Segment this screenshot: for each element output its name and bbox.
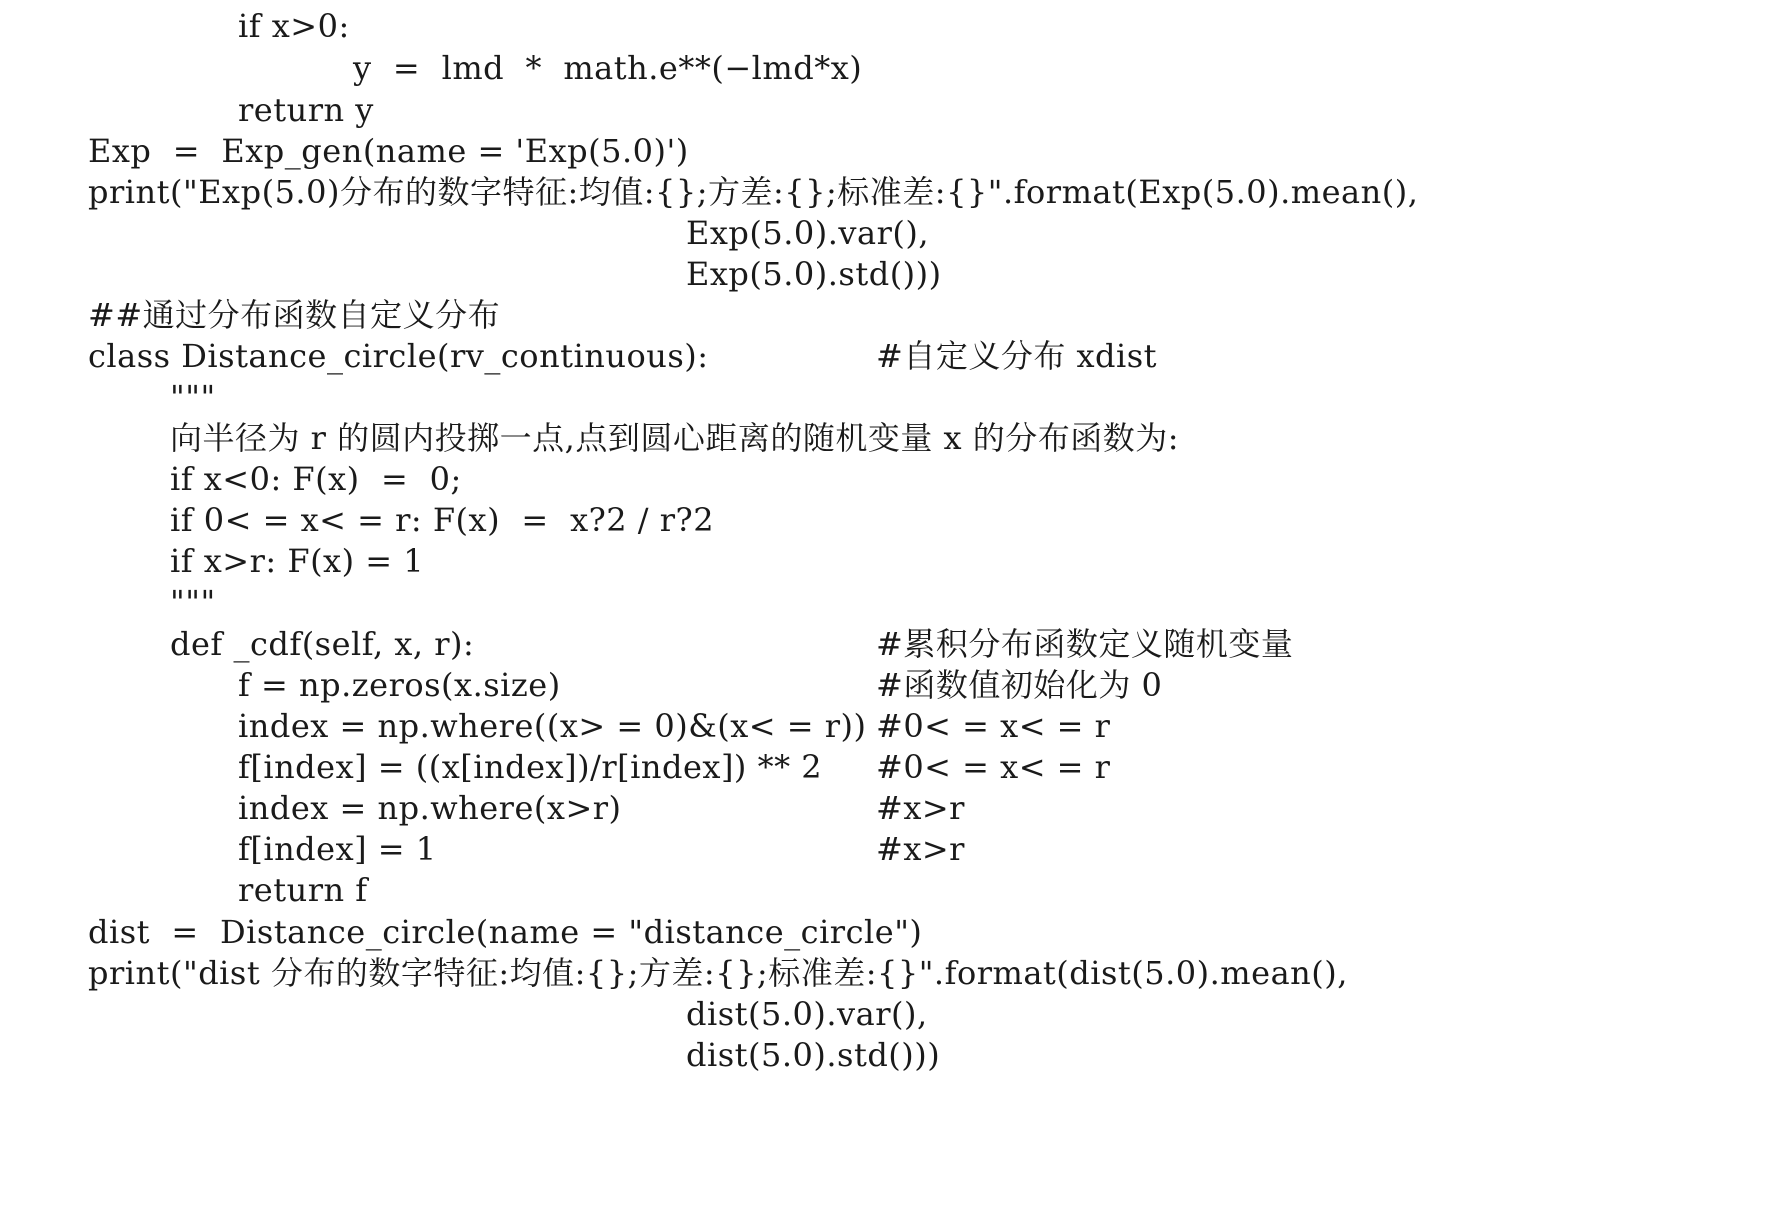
code-line: Exp(5.0).std())) [686,255,942,293]
code-comment: #累积分布函数定义随机变量 [876,625,1294,663]
code-line: dist(5.0).var(), [686,995,928,1033]
code-line: if 0< = x< = r: F(x) = x?2 / r?2 [170,501,715,539]
code-line: if x<0: F(x) = 0; [170,460,462,498]
code-comment: #自定义分布 xdist [876,337,1158,375]
code-line: f[index] = 1 [238,830,437,868]
code-line: class Distance_circle(rv_continuous): [88,337,709,375]
code-line: print("dist 分布的数字特征:均值:{};方差:{};标准差:{}".format(dist(5.0).mean(), [88,954,1348,992]
code-line: index = np.where(x>r) [238,789,622,827]
code-line: f[index] = ((x[index])/r[index]) ** 2 [238,748,823,786]
code-comment: #0< = x< = r [876,707,1111,745]
code-line: index = np.where((x> = 0)&(x< = r)) [238,707,867,745]
code-line: f = np.zeros(x.size) [238,666,561,704]
code-line: """ [170,583,216,621]
code-line: 向半径为 r 的圆内投掷一点,点到圆心距离的随机变量 x 的分布函数为: [170,419,1179,457]
code-line: return y [238,91,374,129]
code-line: def _cdf(self, x, r): [170,625,475,663]
code-line: Exp(5.0).var(), [686,214,930,252]
code-line: Exp = Exp_gen(name = 'Exp(5.0)') [88,132,689,170]
code-line: if x>r: F(x) = 1 [170,542,425,580]
code-line: print("Exp(5.0)分布的数字特征:均值:{};方差:{};标准差:{}".format(Exp(5.0).mean(), [88,173,1419,211]
code-line: ##通过分布函数自定义分布 [88,296,501,334]
code-comment: #x>r [876,830,965,868]
code-line: """ [170,378,216,416]
code-line: if x>0: [238,7,350,45]
code-comment: #0< = x< = r [876,748,1111,786]
code-line: dist(5.0).std())) [686,1036,941,1074]
code-comment: #x>r [876,789,965,827]
code-comment: #函数值初始化为 0 [876,666,1163,704]
code-line: y = lmd * math.e**(−lmd*x) [353,49,863,87]
code-line: return f [238,871,368,909]
code-line: dist = Distance_circle(name = "distance_circle") [88,913,923,951]
